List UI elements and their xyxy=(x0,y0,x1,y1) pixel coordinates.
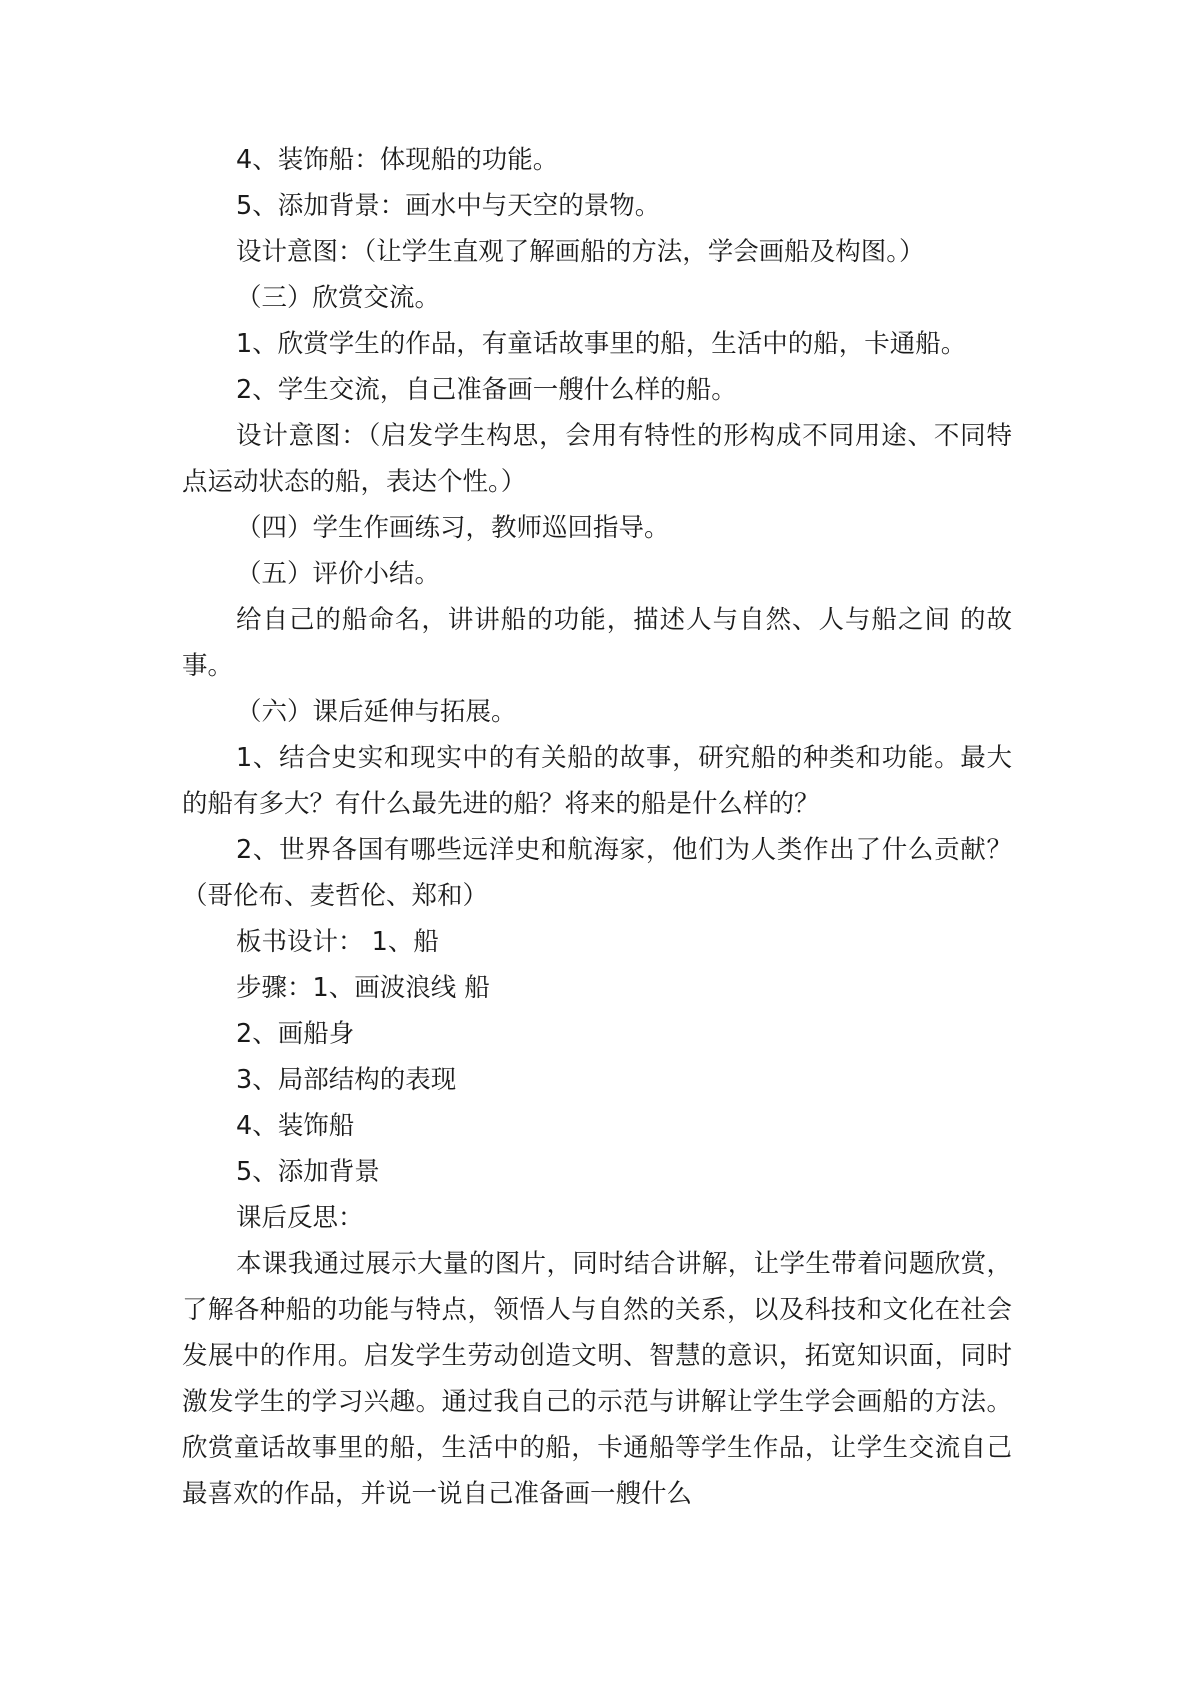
paragraph: 设计意图：（启发学生构思，会用有特性的形构成不同用途、不同特点运动状态的船，表达个性。） xyxy=(182,421,1012,497)
document-body xyxy=(182,137,1012,1517)
paragraph: 2、世界各国有哪些远洋史和航海家，他们为人类作出了什么贡献？（哥伦布、麦哲伦、郑和） xyxy=(182,835,1012,911)
paragraph: 5、添加背景 xyxy=(236,1157,380,1187)
paragraph: 本课我通过展示大量的图片，同时结合讲解，让学生带着问题欣赏，了解各种船的功能与特点，领悟人与自然的关系，以及科技和文化在社会发展中的作用。启发学生劳动创造文明、智慧的意识，拓宽知识面，同时激发学生的学习兴趣。通过我自己的示范与讲解让学生学会画船的方法。欣赏童话故事里的船，生活中的船，卡通船等学生作品，让学生交流自己最喜欢的作品，并说一说自己准备画一艘什么 xyxy=(182,1249,1012,1509)
section-heading: （六）课后延伸与拓展。 xyxy=(236,697,517,727)
paragraph: 4、装饰船 xyxy=(236,1111,355,1141)
section-heading: （四）学生作画练习，教师巡回指导。 xyxy=(236,513,670,543)
paragraph: 2、学生交流，自己准备画一艘什么样的船。 xyxy=(236,375,737,405)
paragraph: 4、装饰船：体现船的功能。 xyxy=(236,145,559,175)
section-heading: （五）评价小结。 xyxy=(236,559,441,589)
paragraph: 2、画船身 xyxy=(236,1019,355,1049)
paragraph: 1、结合史实和现实中的有关船的故事，研究船的种类和功能。最大的船有多大？有什么最先进的船？将来的船是什么样的？ xyxy=(182,743,1012,819)
paragraph: 3、局部结构的表现 xyxy=(236,1065,457,1095)
section-heading: 课后反思： xyxy=(236,1203,364,1233)
paragraph: 设计意图：（让学生直观了解画船的方法，学会画船及构图。） xyxy=(236,237,925,267)
paragraph: 给自己的船命名，讲讲船的功能，描述人与自然、人与船之间 的故事。 xyxy=(182,605,1012,681)
paragraph: 步骤：1、画波浪线 船 xyxy=(236,973,490,1003)
paragraph: 1、欣赏学生的作品，有童话故事里的船，生活中的船，卡通船。 xyxy=(236,329,967,359)
section-heading: （三）欣赏交流。 xyxy=(236,283,441,313)
paragraph: 5、添加背景：画水中与天空的景物。 xyxy=(236,191,661,221)
paragraph: 板书设计： 1、船 xyxy=(236,927,439,957)
